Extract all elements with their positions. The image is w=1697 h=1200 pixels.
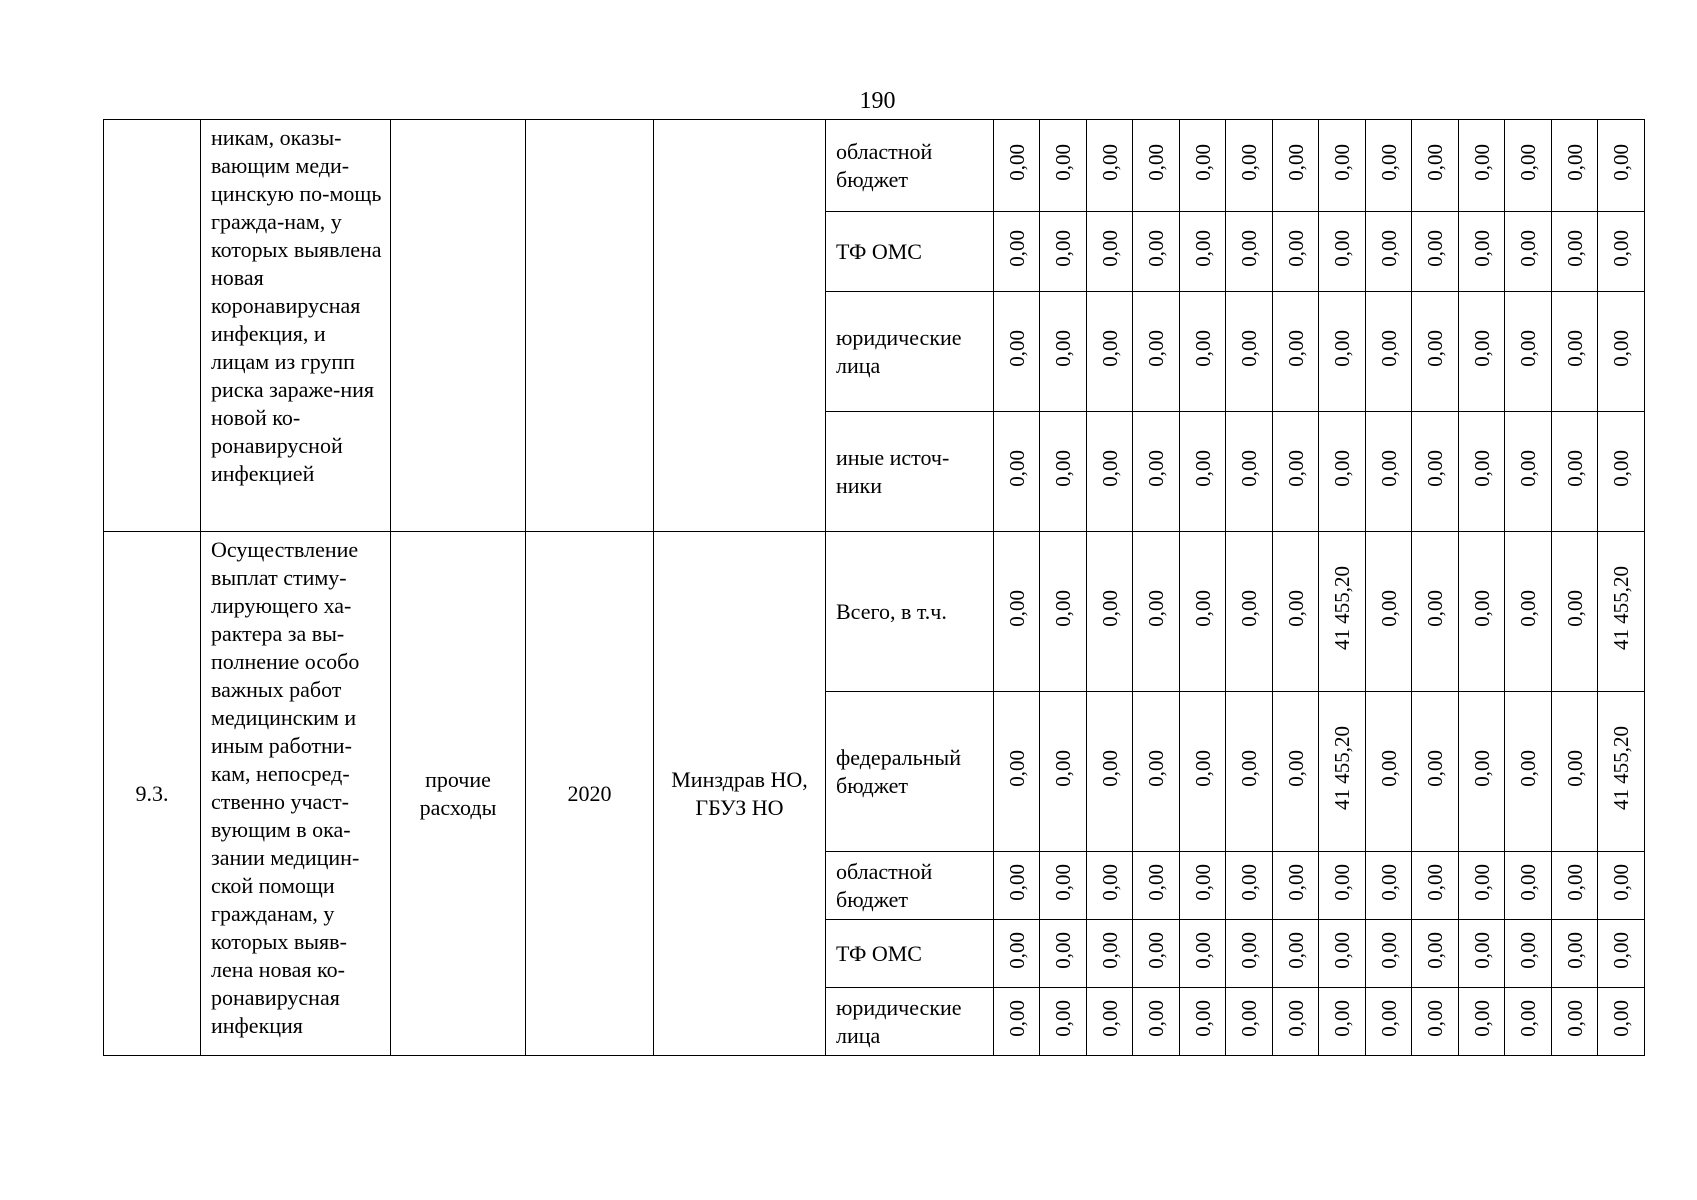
value-text: 0,00 bbox=[1376, 931, 1401, 969]
value-cell bbox=[1087, 852, 1133, 920]
value-text: 0,00 bbox=[1237, 931, 1261, 969]
value-cell bbox=[1087, 988, 1133, 1056]
value-text: 0,00 bbox=[1562, 143, 1587, 181]
value-cell bbox=[1552, 920, 1598, 988]
value-text: 0,00 bbox=[1283, 931, 1308, 969]
value-text: 0,00 bbox=[1004, 143, 1029, 181]
value-cell bbox=[1319, 292, 1366, 412]
value-text: 0,00 bbox=[1004, 749, 1029, 787]
value-cell bbox=[994, 988, 1040, 1056]
value-cell bbox=[1273, 852, 1319, 920]
value-cell bbox=[1040, 988, 1087, 1056]
value-cell bbox=[1505, 292, 1552, 412]
value-cell bbox=[1040, 120, 1087, 212]
year-cell: 2020 bbox=[526, 532, 654, 1056]
value-cell bbox=[1180, 852, 1226, 920]
value-cell bbox=[1273, 988, 1319, 1056]
funding-source-cell: областной бюджет bbox=[826, 852, 994, 920]
value-text: 0,00 bbox=[1376, 999, 1401, 1037]
value-text: 0,00 bbox=[1562, 589, 1587, 627]
value-text: 0,00 bbox=[1330, 449, 1354, 487]
funding-source-cell: иные источ-ники bbox=[826, 412, 994, 532]
value-cell bbox=[1133, 212, 1180, 292]
value-cell bbox=[1598, 292, 1645, 412]
item-number-cell bbox=[104, 120, 201, 532]
value-text: 0,00 bbox=[1144, 863, 1168, 901]
value-text: 0,00 bbox=[1051, 863, 1075, 901]
executor-cell: Минздрав НО, ГБУЗ НО bbox=[654, 532, 826, 1056]
value-text: 0,00 bbox=[1144, 931, 1168, 969]
value-cell bbox=[1459, 120, 1505, 212]
value-cell bbox=[1226, 852, 1273, 920]
value-text: 0,00 bbox=[1516, 143, 1540, 181]
value-cell bbox=[1412, 120, 1459, 212]
value-text: 0,00 bbox=[1237, 999, 1261, 1037]
value-text: 0,00 bbox=[1283, 863, 1308, 901]
value-text: 41 455,20 bbox=[1609, 726, 1633, 810]
value-text: 0,00 bbox=[1516, 329, 1540, 367]
value-text: 0,00 bbox=[1283, 143, 1308, 181]
value-text: 0,00 bbox=[1423, 449, 1447, 487]
value-cell bbox=[1226, 920, 1273, 988]
value-cell bbox=[1319, 120, 1366, 212]
value-text: 0,00 bbox=[1004, 449, 1029, 487]
expense-type-cell: прочие расходы bbox=[391, 532, 526, 1056]
value-text: 0,00 bbox=[1097, 749, 1122, 787]
funding-source-cell: Всего, в т.ч. bbox=[826, 532, 994, 692]
value-text: 0,00 bbox=[1376, 863, 1401, 901]
value-cell bbox=[1040, 292, 1087, 412]
value-cell bbox=[1412, 852, 1459, 920]
value-cell bbox=[1598, 532, 1645, 692]
value-text: 0,00 bbox=[1144, 229, 1168, 267]
value-cell bbox=[1319, 532, 1366, 692]
value-cell bbox=[1180, 532, 1226, 692]
value-text: 0,00 bbox=[1469, 589, 1494, 627]
value-text: 0,00 bbox=[1516, 449, 1540, 487]
value-cell bbox=[1366, 852, 1412, 920]
value-cell bbox=[1412, 212, 1459, 292]
value-text: 0,00 bbox=[1516, 999, 1540, 1037]
value-text: 0,00 bbox=[1423, 329, 1447, 367]
value-cell bbox=[1133, 412, 1180, 532]
value-cell bbox=[1273, 920, 1319, 988]
value-cell bbox=[1273, 532, 1319, 692]
value-cell bbox=[1366, 120, 1412, 212]
value-cell bbox=[1040, 212, 1087, 292]
value-cell bbox=[1459, 988, 1505, 1056]
value-text: 0,00 bbox=[1144, 999, 1168, 1037]
value-text: 0,00 bbox=[1004, 589, 1029, 627]
value-cell bbox=[1226, 988, 1273, 1056]
value-cell bbox=[1459, 532, 1505, 692]
value-text: 0,00 bbox=[1469, 749, 1494, 787]
value-cell bbox=[1366, 292, 1412, 412]
value-text: 0,00 bbox=[1423, 143, 1447, 181]
value-cell bbox=[1226, 412, 1273, 532]
value-cell bbox=[1552, 212, 1598, 292]
value-cell bbox=[1366, 920, 1412, 988]
year-cell bbox=[526, 120, 654, 532]
value-text: 0,00 bbox=[1376, 229, 1401, 267]
value-text: 0,00 bbox=[1237, 229, 1261, 267]
value-cell bbox=[1598, 692, 1645, 852]
value-text: 0,00 bbox=[1097, 449, 1122, 487]
value-text: 0,00 bbox=[1004, 329, 1029, 367]
value-text: 0,00 bbox=[1376, 589, 1401, 627]
value-text: 0,00 bbox=[1097, 589, 1122, 627]
value-cell bbox=[1412, 532, 1459, 692]
value-cell bbox=[1412, 412, 1459, 532]
value-text: 0,00 bbox=[1330, 863, 1354, 901]
value-cell bbox=[1087, 692, 1133, 852]
value-text: 0,00 bbox=[1283, 229, 1308, 267]
value-cell bbox=[1040, 692, 1087, 852]
value-text: 0,00 bbox=[1516, 589, 1540, 627]
value-text: 0,00 bbox=[1051, 229, 1075, 267]
value-text: 0,00 bbox=[1051, 749, 1075, 787]
value-text: 0,00 bbox=[1190, 931, 1215, 969]
value-cell bbox=[1505, 120, 1552, 212]
value-cell bbox=[1180, 212, 1226, 292]
value-text: 41 455,20 bbox=[1330, 726, 1354, 810]
value-cell bbox=[1087, 212, 1133, 292]
value-text: 0,00 bbox=[1609, 229, 1633, 267]
value-text: 0,00 bbox=[1423, 589, 1447, 627]
value-cell bbox=[1598, 212, 1645, 292]
table-body bbox=[104, 120, 1645, 1056]
funding-source-cell: федеральный бюджет bbox=[826, 692, 994, 852]
value-cell bbox=[1226, 120, 1273, 212]
value-cell bbox=[1226, 692, 1273, 852]
value-cell bbox=[1180, 692, 1226, 852]
value-text: 0,00 bbox=[1562, 749, 1587, 787]
value-cell bbox=[1552, 532, 1598, 692]
value-text: 0,00 bbox=[1609, 143, 1633, 181]
value-text: 0,00 bbox=[1190, 749, 1215, 787]
value-text: 0,00 bbox=[1423, 999, 1447, 1037]
value-text: 0,00 bbox=[1562, 329, 1587, 367]
value-text: 0,00 bbox=[1144, 329, 1168, 367]
value-text: 0,00 bbox=[1190, 863, 1215, 901]
value-cell bbox=[1505, 532, 1552, 692]
value-cell bbox=[1459, 212, 1505, 292]
value-cell bbox=[1598, 988, 1645, 1056]
value-cell bbox=[1040, 920, 1087, 988]
value-text: 0,00 bbox=[1469, 931, 1494, 969]
value-cell bbox=[1040, 412, 1087, 532]
value-text: 0,00 bbox=[1237, 749, 1261, 787]
value-text: 0,00 bbox=[1609, 449, 1633, 487]
value-text: 0,00 bbox=[1097, 143, 1122, 181]
value-text: 0,00 bbox=[1423, 931, 1447, 969]
value-cell bbox=[1552, 852, 1598, 920]
value-text: 0,00 bbox=[1051, 999, 1075, 1037]
value-text: 0,00 bbox=[1190, 999, 1215, 1037]
value-cell bbox=[1319, 692, 1366, 852]
value-cell bbox=[1273, 212, 1319, 292]
value-cell bbox=[1366, 532, 1412, 692]
value-cell bbox=[1505, 412, 1552, 532]
value-cell bbox=[1319, 412, 1366, 532]
value-cell bbox=[1459, 692, 1505, 852]
value-cell bbox=[1133, 120, 1180, 212]
funding-source-cell: юридические лица bbox=[826, 292, 994, 412]
value-cell bbox=[1133, 852, 1180, 920]
value-cell bbox=[1598, 920, 1645, 988]
value-cell bbox=[1412, 920, 1459, 988]
value-text: 0,00 bbox=[1004, 999, 1029, 1037]
value-cell bbox=[1598, 852, 1645, 920]
expense-type-cell bbox=[391, 120, 526, 532]
value-cell bbox=[1552, 988, 1598, 1056]
value-text: 0,00 bbox=[1516, 749, 1540, 787]
value-cell bbox=[994, 120, 1040, 212]
value-text: 0,00 bbox=[1004, 863, 1029, 901]
value-text: 0,00 bbox=[1051, 143, 1075, 181]
value-text: 0,00 bbox=[1469, 143, 1494, 181]
value-text: 0,00 bbox=[1190, 449, 1215, 487]
value-cell bbox=[1226, 532, 1273, 692]
value-cell bbox=[994, 852, 1040, 920]
value-text: 0,00 bbox=[1562, 863, 1587, 901]
value-text: 0,00 bbox=[1283, 329, 1308, 367]
value-text: 0,00 bbox=[1562, 229, 1587, 267]
value-text: 0,00 bbox=[1004, 931, 1029, 969]
value-text: 0,00 bbox=[1097, 229, 1122, 267]
value-text: 0,00 bbox=[1330, 931, 1354, 969]
table-row bbox=[104, 120, 1645, 212]
value-text: 0,00 bbox=[1330, 329, 1354, 367]
value-text: 41 455,20 bbox=[1330, 566, 1354, 650]
value-text: 0,00 bbox=[1237, 143, 1261, 181]
value-text: 0,00 bbox=[1376, 449, 1401, 487]
table-row bbox=[104, 532, 1645, 692]
value-text: 0,00 bbox=[1562, 449, 1587, 487]
value-text: 0,00 bbox=[1190, 329, 1215, 367]
executor-cell bbox=[654, 120, 826, 532]
value-cell bbox=[1273, 692, 1319, 852]
value-cell bbox=[1180, 988, 1226, 1056]
value-cell bbox=[1273, 412, 1319, 532]
value-text: 0,00 bbox=[1469, 449, 1494, 487]
value-cell bbox=[1087, 920, 1133, 988]
value-cell bbox=[1319, 988, 1366, 1056]
value-text: 0,00 bbox=[1562, 999, 1587, 1037]
value-text: 0,00 bbox=[1283, 999, 1308, 1037]
value-cell bbox=[1412, 988, 1459, 1056]
value-cell bbox=[1133, 692, 1180, 852]
value-text: 0,00 bbox=[1097, 931, 1122, 969]
value-cell bbox=[1366, 988, 1412, 1056]
value-cell bbox=[1040, 532, 1087, 692]
value-cell bbox=[1180, 412, 1226, 532]
value-text: 0,00 bbox=[1051, 329, 1075, 367]
value-text: 0,00 bbox=[1144, 589, 1168, 627]
item-number-cell: 9.3. bbox=[104, 532, 201, 1056]
value-text: 0,00 bbox=[1190, 143, 1215, 181]
value-cell bbox=[1319, 920, 1366, 988]
value-cell bbox=[1505, 852, 1552, 920]
value-cell bbox=[994, 412, 1040, 532]
value-text: 0,00 bbox=[1237, 863, 1261, 901]
value-text: 0,00 bbox=[1423, 749, 1447, 787]
value-text: 0,00 bbox=[1144, 749, 1168, 787]
value-cell bbox=[1552, 292, 1598, 412]
value-text: 0,00 bbox=[1330, 999, 1354, 1037]
value-text: 0,00 bbox=[1097, 329, 1122, 367]
value-cell bbox=[1598, 412, 1645, 532]
value-cell bbox=[1133, 532, 1180, 692]
value-cell bbox=[1552, 692, 1598, 852]
value-text: 0,00 bbox=[1283, 449, 1308, 487]
value-cell bbox=[1505, 692, 1552, 852]
value-text: 0,00 bbox=[1237, 589, 1261, 627]
value-cell bbox=[1459, 920, 1505, 988]
value-text: 0,00 bbox=[1376, 329, 1401, 367]
value-text: 0,00 bbox=[1190, 229, 1215, 267]
value-text: 0,00 bbox=[1516, 863, 1540, 901]
value-cell bbox=[1180, 920, 1226, 988]
value-cell bbox=[1087, 292, 1133, 412]
value-text: 0,00 bbox=[1562, 931, 1587, 969]
value-text: 0,00 bbox=[1423, 863, 1447, 901]
value-text: 0,00 bbox=[1051, 449, 1075, 487]
value-text: 0,00 bbox=[1144, 143, 1168, 181]
value-cell bbox=[1459, 412, 1505, 532]
value-text: 0,00 bbox=[1423, 229, 1447, 267]
value-cell bbox=[1133, 920, 1180, 988]
value-cell bbox=[1087, 120, 1133, 212]
value-text: 0,00 bbox=[1469, 329, 1494, 367]
value-cell bbox=[1505, 920, 1552, 988]
value-text: 0,00 bbox=[1609, 931, 1633, 969]
value-cell bbox=[994, 292, 1040, 412]
value-cell bbox=[1598, 120, 1645, 212]
value-cell bbox=[1319, 852, 1366, 920]
funding-source-cell: ТФ ОМС bbox=[826, 212, 994, 292]
value-cell bbox=[1226, 292, 1273, 412]
value-text: 0,00 bbox=[1051, 589, 1075, 627]
value-cell bbox=[994, 532, 1040, 692]
value-text: 0,00 bbox=[1283, 749, 1308, 787]
value-text: 0,00 bbox=[1330, 143, 1354, 181]
value-cell bbox=[1412, 692, 1459, 852]
value-cell bbox=[994, 212, 1040, 292]
value-text: 0,00 bbox=[1609, 329, 1633, 367]
value-cell bbox=[1087, 532, 1133, 692]
item-description-cell: никам, оказы-вающим меди-цинскую по-мощь гражда-нам, у которых выявлена новая коронавирусная инфекция, и лицам из групп риска зараже-ния новой ко-ронавирусной инфекцией bbox=[201, 120, 391, 532]
value-text: 41 455,20 bbox=[1609, 566, 1633, 650]
value-text: 0,00 bbox=[1609, 863, 1633, 901]
value-text: 0,00 bbox=[1190, 589, 1215, 627]
value-text: 0,00 bbox=[1376, 749, 1401, 787]
value-cell bbox=[1040, 852, 1087, 920]
value-cell bbox=[1552, 120, 1598, 212]
value-text: 0,00 bbox=[1283, 589, 1308, 627]
value-cell bbox=[1087, 412, 1133, 532]
value-cell bbox=[1273, 120, 1319, 212]
value-cell bbox=[1459, 292, 1505, 412]
value-text: 0,00 bbox=[1097, 863, 1122, 901]
value-text: 0,00 bbox=[1516, 931, 1540, 969]
value-cell bbox=[1552, 412, 1598, 532]
value-cell bbox=[1459, 852, 1505, 920]
value-text: 0,00 bbox=[1237, 329, 1261, 367]
value-cell bbox=[994, 920, 1040, 988]
value-cell bbox=[1133, 292, 1180, 412]
value-text: 0,00 bbox=[1469, 999, 1494, 1037]
value-cell bbox=[1366, 412, 1412, 532]
value-text: 0,00 bbox=[1004, 229, 1029, 267]
value-cell bbox=[1412, 292, 1459, 412]
value-text: 0,00 bbox=[1469, 229, 1494, 267]
value-cell bbox=[1366, 692, 1412, 852]
value-text: 0,00 bbox=[1376, 143, 1401, 181]
value-cell bbox=[994, 692, 1040, 852]
value-text: 0,00 bbox=[1237, 449, 1261, 487]
value-text: 0,00 bbox=[1516, 229, 1540, 267]
funding-source-cell: юридические лица bbox=[826, 988, 994, 1056]
value-cell bbox=[1180, 120, 1226, 212]
value-text: 0,00 bbox=[1609, 999, 1633, 1037]
value-text: 0,00 bbox=[1330, 229, 1354, 267]
value-cell bbox=[1505, 988, 1552, 1056]
value-cell bbox=[1319, 212, 1366, 292]
value-cell bbox=[1366, 212, 1412, 292]
value-cell bbox=[1226, 212, 1273, 292]
item-description-cell: Осуществление выплат стиму-лирующего ха-рактера за вы-полнение особо важных работ медицинским и иным работни-кам, непосред-ственно участ-вующим в ока-зании медицин-ской помощи гражданам, у которых выяв-лена новая ко-ронавирусная инфекция bbox=[201, 532, 391, 1056]
value-cell bbox=[1133, 988, 1180, 1056]
page-number: 190 bbox=[859, 88, 896, 114]
funding-source-cell: областной бюджет bbox=[826, 120, 994, 212]
value-text: 0,00 bbox=[1144, 449, 1168, 487]
value-text: 0,00 bbox=[1469, 863, 1494, 901]
value-text: 0,00 bbox=[1097, 999, 1122, 1037]
value-cell bbox=[1505, 212, 1552, 292]
budget-table bbox=[103, 119, 1645, 1056]
value-cell bbox=[1180, 292, 1226, 412]
funding-source-cell: ТФ ОМС bbox=[826, 920, 994, 988]
value-text: 0,00 bbox=[1051, 931, 1075, 969]
value-cell bbox=[1273, 292, 1319, 412]
